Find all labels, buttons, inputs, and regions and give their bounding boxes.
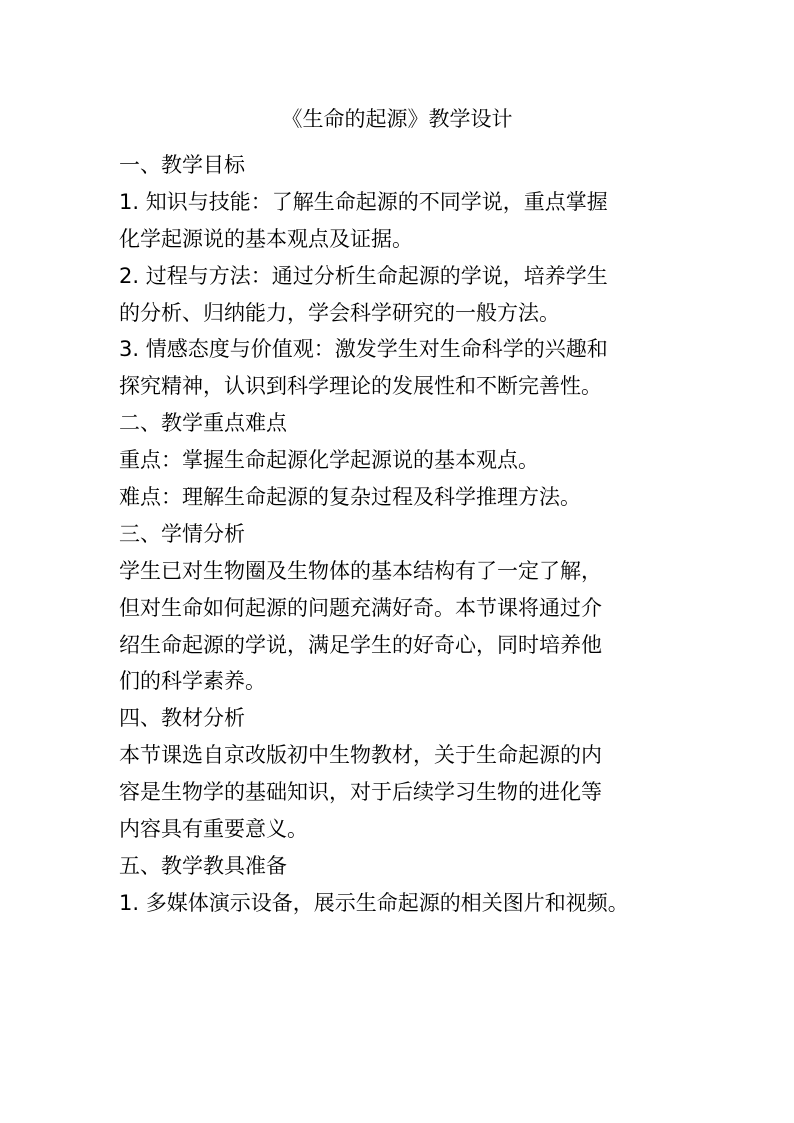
document-body — [119, 147, 679, 922]
paragraph-line: 们的科学素养。 — [119, 669, 266, 694]
paragraph-line: 难点：理解生命起源的复杂过程及科学推理方法。 — [119, 485, 581, 510]
paragraph-line: 重点：掌握生命起源化学起源说的基本观点。 — [119, 448, 539, 473]
paragraph-line: 内容具有重要意义。 — [119, 817, 308, 842]
paragraph-line: 绍生命起源的学说，满足学生的好奇心，同时培养他 — [119, 632, 602, 657]
document-title: 《生命的起源》教学设计 — [281, 107, 513, 131]
heading-teaching-objectives: 一、教学目标 — [119, 153, 245, 177]
paragraph-line: 3. 情感态度与价值观：激发学生对生命科学的兴趣和 — [119, 337, 608, 362]
paragraph-line: 探究精神，认识到科学理论的发展性和不断完善性。 — [119, 374, 602, 399]
paragraph-line: 容是生物学的基础知识，对于后续学习生物的进化等 — [119, 780, 602, 805]
heading-textbook-analysis: 四、教材分析 — [119, 706, 245, 731]
heading-student-analysis: 三、学情分析 — [119, 521, 245, 546]
paragraph-line: 化学起源说的基本观点及证据。 — [119, 226, 413, 251]
heading-key-points-difficulties: 二、教学重点难点 — [119, 411, 287, 436]
paragraph-line: 1. 多媒体演示设备，展示生命起源的相关图片和视频。 — [119, 890, 629, 915]
paragraph-line: 2. 过程与方法：通过分析生命起源的学说，培养学生 — [119, 263, 608, 288]
paragraph-line: 但对生命如何起源的问题充满好奇。本节课将通过介 — [119, 595, 602, 620]
heading-teaching-aids: 五、教学教具准备 — [119, 853, 287, 878]
paragraph-line: 1. 知识与技能：了解生命起源的不同学说，重点掌握 — [119, 189, 608, 214]
paragraph-line: 本节课选自京改版初中生物教材，关于生命起源的内 — [119, 743, 602, 768]
paragraph-line: 的分析、归纳能力，学会科学研究的一般方法。 — [119, 300, 560, 325]
paragraph-line: 学生已对生物圈及生物体的基本结构有了一定了解， — [119, 558, 602, 583]
